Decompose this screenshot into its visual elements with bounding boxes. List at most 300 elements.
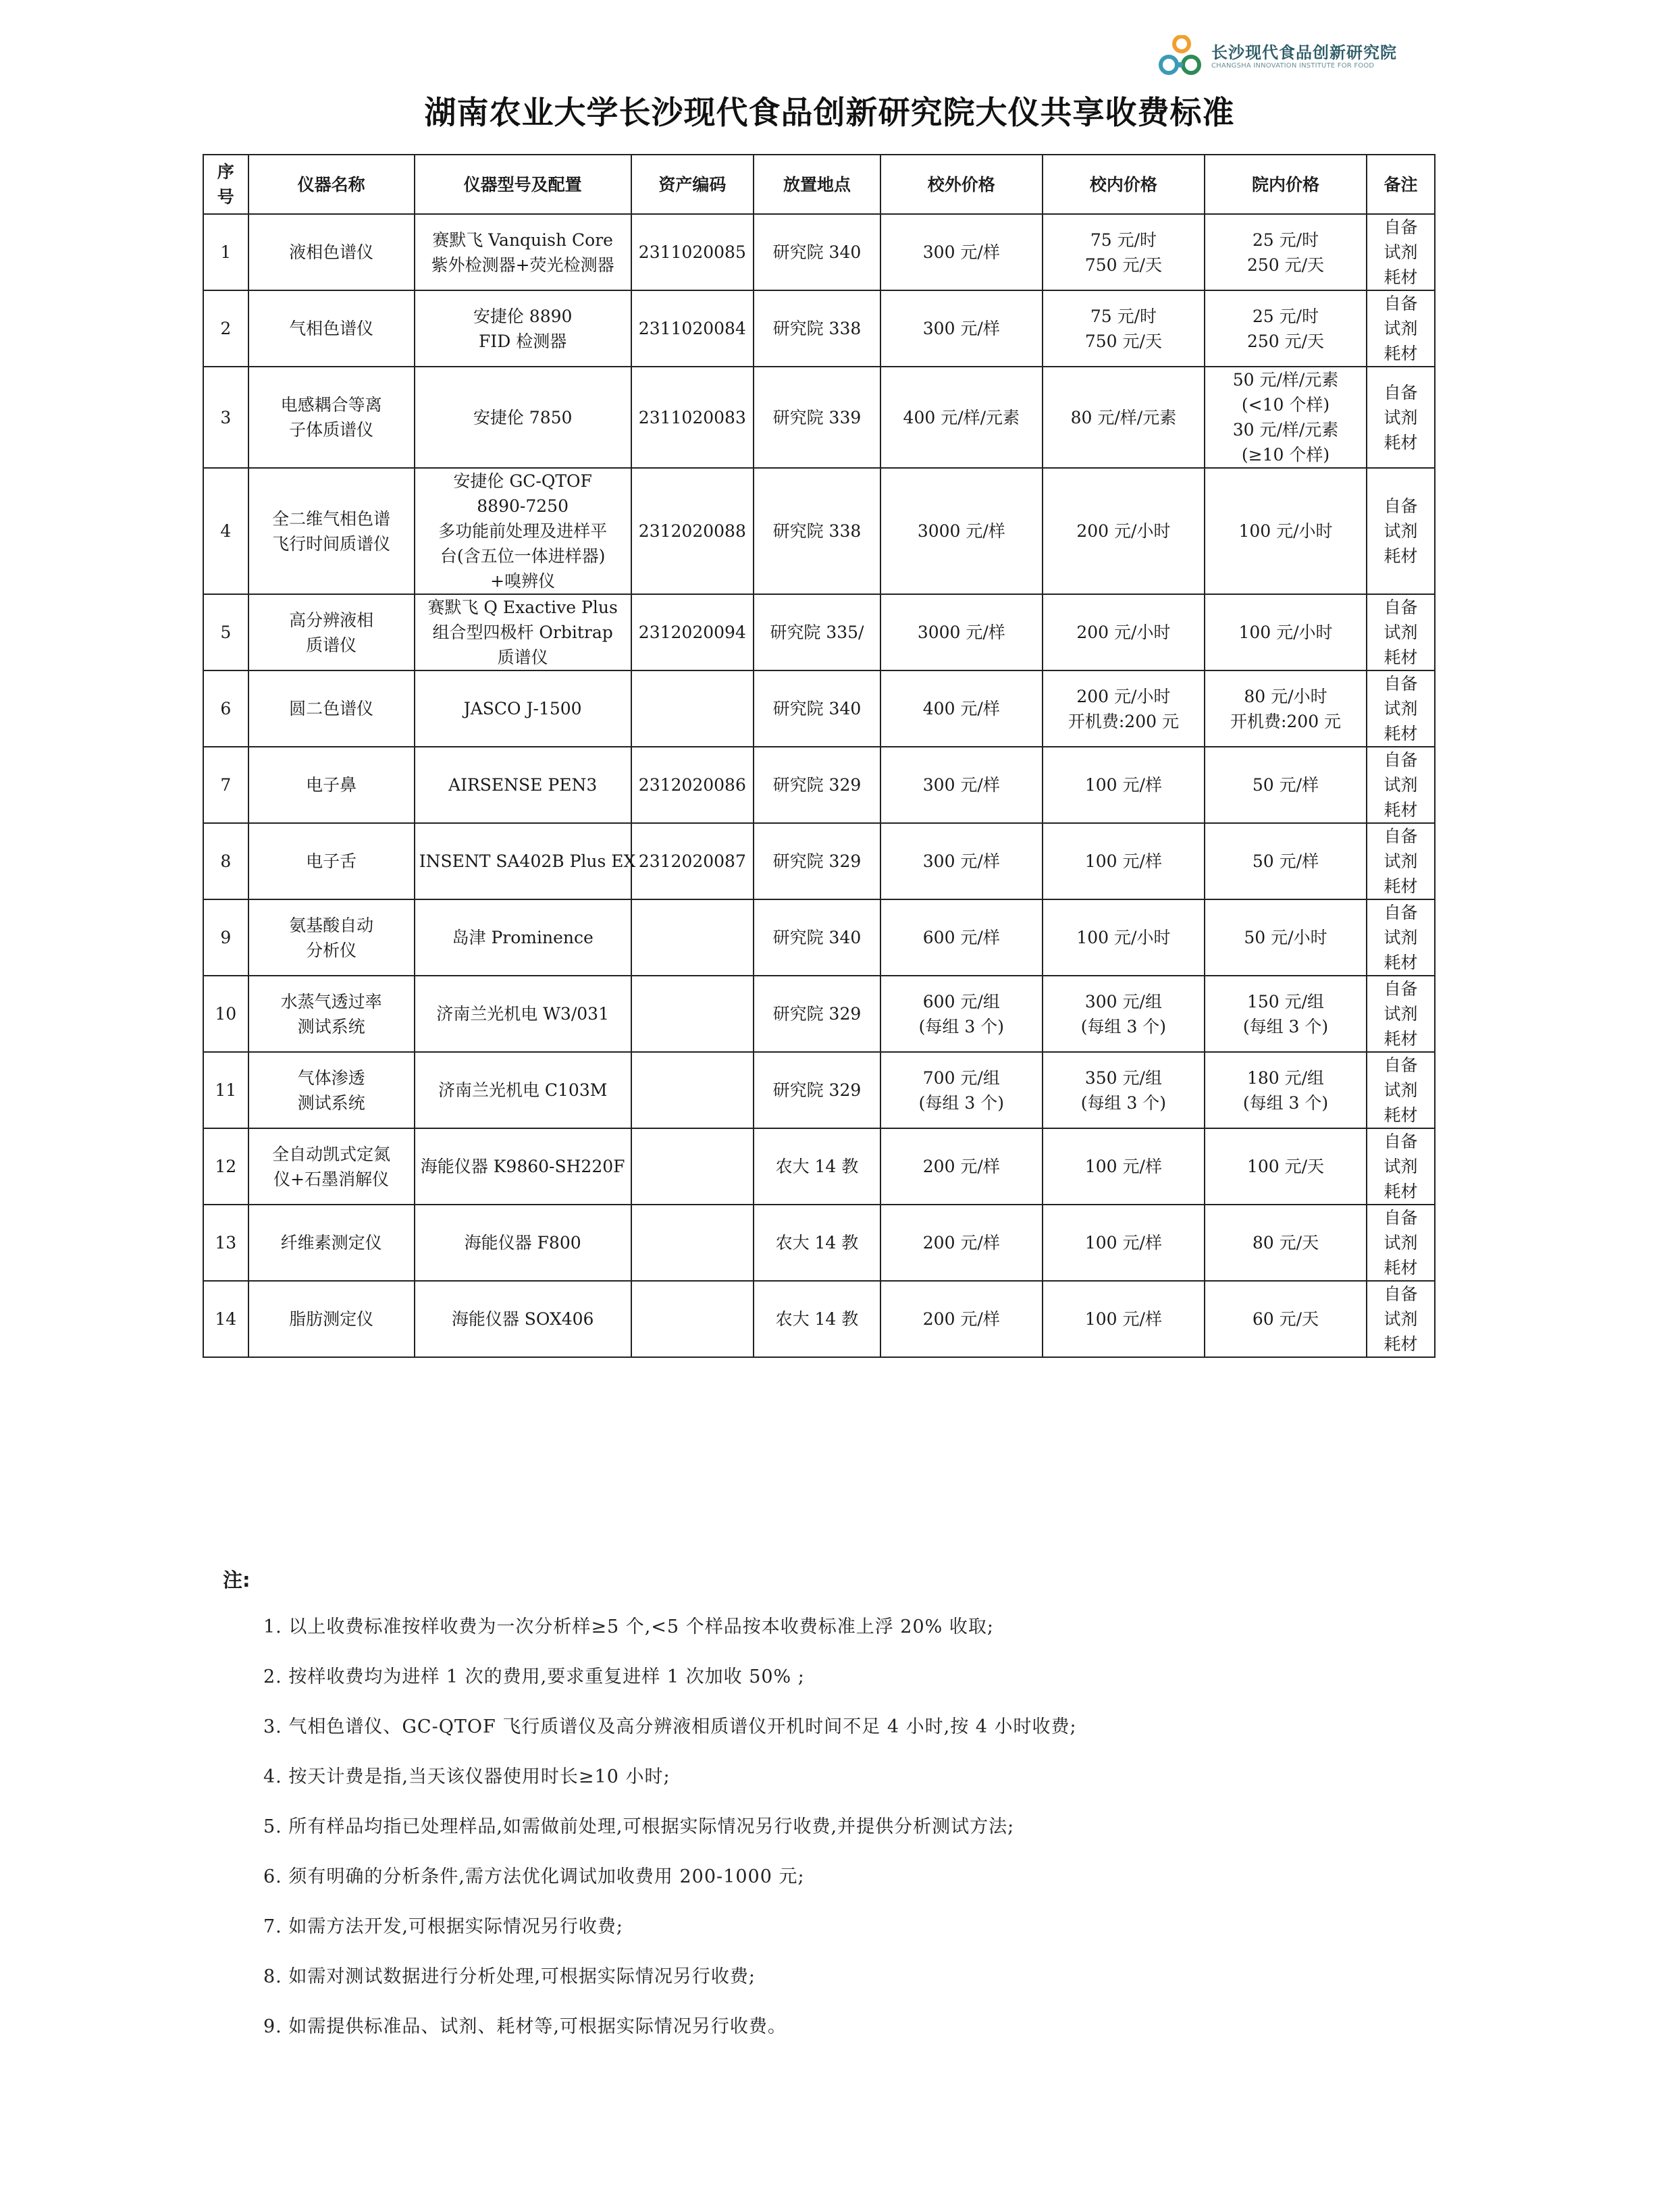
logo-name-cn: 长沙现代食品创新研究院 <box>1211 43 1397 62</box>
cell-remark-line: 试剂 <box>1384 521 1418 541</box>
cell-instrument-name-line: 圆二色谱仪 <box>289 699 374 718</box>
table-row <box>203 1052 1435 1128</box>
header-model-config-line: 仪器型号及配置 <box>463 174 582 194</box>
header-internal-price-line: 校内价格 <box>1089 174 1157 194</box>
cell-internal-price <box>1043 670 1205 747</box>
cell-internal-price-line: 75 元/时 <box>1090 230 1157 250</box>
cell-institute-price-line: (每组 3 个) <box>1242 1092 1329 1113</box>
header-external-price <box>880 155 1043 214</box>
cell-model-config <box>415 823 636 899</box>
cell-remark <box>1367 1128 1435 1205</box>
cell-institute-price-line: 100 元/天 <box>1246 1157 1325 1176</box>
cell-external-price-line: (每组 3 个) <box>918 1092 1004 1113</box>
note-item: 9. 如需提供标准品、试剂、耗材等,可根据实际情况另行收费。 <box>263 2016 787 2037</box>
cell-external-price <box>880 1281 1043 1357</box>
cell-location: 研究院 329 <box>754 747 880 823</box>
cell-model-config-line: 赛默飞 Vanquish Core <box>432 230 613 250</box>
notes-title: 注: <box>223 1569 251 1591</box>
cell-remark-line: 自备 <box>1384 1284 1418 1304</box>
cell-no: 5 <box>203 594 248 670</box>
cell-model-config-line: 组合型四极杆 Orbitrap <box>432 623 613 642</box>
table-row <box>203 594 1435 670</box>
cell-internal-price-line: 100 元/样 <box>1084 851 1162 871</box>
note-item: 5. 所有样品均指已处理样品,如需做前处理,可根据实际情况另行收费,并提供分析测试方法; <box>263 1816 1015 1837</box>
cell-model-config <box>415 1052 631 1128</box>
cell-external-price <box>880 976 1043 1052</box>
cell-remark-line: 试剂 <box>1384 928 1418 947</box>
cell-institute-price <box>1205 594 1367 670</box>
cell-asset-code <box>631 670 754 747</box>
cell-remark-line: 试剂 <box>1384 699 1418 718</box>
cell-model-config-line: INSENT SA402B Plus EX <box>419 851 636 871</box>
cell-internal-price-line: 75 元/时 <box>1090 306 1157 326</box>
cell-location: 农大 14 教 <box>754 1128 880 1205</box>
cell-instrument-name-line: 液相色谱仪 <box>289 242 374 262</box>
cell-remark-line: 耗材 <box>1384 344 1418 363</box>
cell-internal-price-line: 200 元/小时 <box>1076 521 1171 541</box>
cell-external-price-line: 400 元/样 <box>922 699 1000 718</box>
cell-remark <box>1367 290 1435 367</box>
cell-internal-price-line: 750 元/天 <box>1084 255 1162 275</box>
cell-model-config-line: 岛津 Prominence <box>452 928 594 947</box>
table-row <box>203 976 1435 1052</box>
cell-model-config-line: 济南兰光机电 W3/031 <box>436 1004 609 1024</box>
table-row <box>203 1128 1435 1205</box>
table-header-row <box>203 155 1435 214</box>
cell-model-config-line: 台(含五位一体进样器) <box>440 546 606 566</box>
cell-remark <box>1367 468 1435 594</box>
cell-institute-price-line: 开机费:200 元 <box>1230 711 1342 731</box>
cell-external-price <box>880 899 1043 976</box>
cell-model-config-line: 海能仪器 SOX406 <box>451 1309 594 1329</box>
cell-model-config-line: 济南兰光机电 C103M <box>438 1080 608 1100</box>
cell-model-config-line: 海能仪器 F800 <box>464 1233 581 1253</box>
cell-internal-price-line: 100 元/样 <box>1084 775 1162 795</box>
cell-institute-price <box>1205 1281 1367 1357</box>
cell-remark <box>1367 670 1435 747</box>
cell-asset-code: 2312020086 <box>631 747 754 823</box>
cell-internal-price <box>1043 899 1205 976</box>
cell-remark-line: 试剂 <box>1384 1080 1418 1100</box>
header-instrument-name <box>248 155 415 214</box>
cell-internal-price <box>1043 367 1205 468</box>
cell-institute-price <box>1205 747 1367 823</box>
table-row <box>203 670 1435 747</box>
cell-remark-line: 耗材 <box>1384 1105 1418 1125</box>
cell-internal-price-line: 200 元/小时 <box>1076 623 1171 642</box>
cell-instrument-name-line: 气体渗透 <box>297 1068 365 1088</box>
cell-location: 研究院 338 <box>754 468 880 594</box>
cell-instrument-name-line: 纤维素测定仪 <box>280 1233 382 1253</box>
cell-remark-line: 耗材 <box>1384 648 1418 667</box>
cell-institute-price-line: 50 元/样 <box>1252 775 1319 795</box>
cell-external-price <box>880 1205 1043 1281</box>
cell-instrument-name <box>248 747 415 823</box>
cell-remark-line: 试剂 <box>1384 1233 1418 1253</box>
cell-location: 研究院 329 <box>754 976 880 1052</box>
cell-instrument-name-line: 测试系统 <box>297 1016 365 1036</box>
cell-external-price-line: 3000 元/样 <box>917 521 1005 541</box>
cell-model-config-line: +嗅辨仪 <box>490 571 556 591</box>
cell-institute-price <box>1205 823 1367 899</box>
note-item: 3. 气相色谱仪、GC-QTOF 飞行质谱仪及高分辨液相质谱仪开机时间不足 4 小时,按 4 小时收费; <box>263 1716 1077 1737</box>
cell-remark-line: 耗材 <box>1384 1258 1418 1278</box>
cell-remark-line: 耗材 <box>1384 724 1418 743</box>
cell-asset-code <box>631 1205 754 1281</box>
cell-instrument-name-line: 氨基酸自动 <box>289 915 374 935</box>
cell-remark <box>1367 594 1435 670</box>
cell-instrument-name-line: 电子舌 <box>306 851 357 871</box>
cell-location: 研究院 335/ <box>754 594 880 670</box>
cell-internal-price-line: 80 元/样/元素 <box>1070 407 1177 427</box>
cell-internal-price-line: (每组 3 个) <box>1080 1092 1167 1113</box>
cell-no: 8 <box>203 823 248 899</box>
logo-mark-icon <box>1156 35 1207 80</box>
cell-internal-price <box>1043 594 1205 670</box>
header-location <box>754 155 880 214</box>
cell-institute-price-line: 100 元/小时 <box>1238 623 1333 642</box>
cell-remark-line: 自备 <box>1384 496 1418 516</box>
cell-institute-price <box>1205 468 1367 594</box>
cell-asset-code <box>631 1052 754 1128</box>
header-model-config <box>415 155 631 214</box>
note-item: 6. 须有明确的分析条件,需方法优化调试加收费用 200-1000 元; <box>263 1866 805 1887</box>
cell-no: 7 <box>203 747 248 823</box>
cell-institute-price-line: (≥10 个样) <box>1241 445 1330 465</box>
cell-external-price <box>880 290 1043 367</box>
cell-no: 14 <box>203 1281 248 1357</box>
cell-model-config <box>415 747 631 823</box>
cell-model-config-line: 多功能前处理及进样平 <box>438 521 608 541</box>
cell-location: 农大 14 教 <box>754 1205 880 1281</box>
cell-remark <box>1367 1205 1435 1281</box>
cell-remark-line: 自备 <box>1384 1132 1418 1151</box>
cell-instrument-name <box>248 823 415 899</box>
cell-instrument-name-line: 全自动凯式定氮 <box>272 1144 391 1164</box>
cell-no: 13 <box>203 1205 248 1281</box>
page-title: 湖南农业大学长沙现代食品创新研究院大仪共享收费标准 <box>424 95 1235 132</box>
header-institute-price-line: 院内价格 <box>1251 174 1319 194</box>
cell-location: 研究院 329 <box>754 823 880 899</box>
cell-external-price-line: 400 元/样/元素 <box>903 407 1020 427</box>
cell-institute-price <box>1205 670 1367 747</box>
header-institute-price <box>1205 155 1367 214</box>
cell-remark-line: 试剂 <box>1384 1157 1418 1176</box>
cell-model-config <box>415 899 631 976</box>
cell-external-price <box>880 1052 1043 1128</box>
cell-asset-code: 2312020088 <box>631 468 754 594</box>
notes-list <box>223 1602 1411 2052</box>
table-row <box>203 214 1435 290</box>
logo-name-en: CHANGSHA INNOVATION INSTITUTE FOR FOOD <box>1211 62 1375 70</box>
cell-no: 1 <box>203 214 248 290</box>
cell-external-price <box>880 367 1043 468</box>
cell-institute-price-line: 60 元/天 <box>1252 1309 1319 1329</box>
cell-internal-price <box>1043 290 1205 367</box>
cell-model-config <box>415 214 631 290</box>
cell-institute-price-line: 50 元/小时 <box>1244 928 1327 947</box>
cell-model-config-line: 安捷伦 7850 <box>473 407 573 427</box>
cell-instrument-name <box>248 1052 415 1128</box>
notes-section <box>223 1565 1411 2052</box>
cell-internal-price <box>1043 1128 1205 1205</box>
cell-location: 研究院 338 <box>754 290 880 367</box>
cell-remark-line: 耗材 <box>1384 546 1418 566</box>
header-internal-price <box>1043 155 1205 214</box>
table-row <box>203 823 1435 899</box>
cell-instrument-name <box>248 976 415 1052</box>
cell-institute-price-line: (<10 个样) <box>1241 395 1330 415</box>
cell-no: 3 <box>203 367 248 468</box>
cell-internal-price-line: 100 元/小时 <box>1076 928 1171 947</box>
header-no-line: 序 <box>217 162 234 182</box>
cell-external-price <box>880 747 1043 823</box>
cell-no: 9 <box>203 899 248 976</box>
cell-instrument-name <box>248 1281 415 1357</box>
cell-asset-code <box>631 1128 754 1205</box>
cell-instrument-name-line: 全二维气相色谱 <box>272 508 391 529</box>
cell-remark-line: 耗材 <box>1384 1029 1418 1049</box>
cell-remark <box>1367 899 1435 976</box>
cell-model-config-line: JASCO J-1500 <box>463 699 582 718</box>
cell-instrument-name <box>248 468 415 594</box>
cell-remark-line: 耗材 <box>1384 876 1418 896</box>
table-row <box>203 747 1435 823</box>
cell-no: 6 <box>203 670 248 747</box>
header-external-price-line: 校外价格 <box>927 174 995 194</box>
cell-external-price <box>880 1128 1043 1205</box>
cell-external-price-line: (每组 3 个) <box>918 1016 1004 1036</box>
cell-institute-price-line: 180 元/组 <box>1246 1068 1325 1088</box>
cell-instrument-name-line: 电子鼻 <box>306 775 357 795</box>
cell-internal-price-line: 开机费:200 元 <box>1068 711 1179 731</box>
cell-external-price-line: 200 元/样 <box>922 1233 1000 1253</box>
header-remark-line: 备注 <box>1384 174 1418 194</box>
cell-instrument-name-line: 高分辨液相 <box>289 610 374 630</box>
cell-model-config <box>415 976 631 1052</box>
cell-remark <box>1367 747 1435 823</box>
cell-instrument-name-line: 测试系统 <box>297 1092 365 1113</box>
cell-location: 研究院 340 <box>754 899 880 976</box>
cell-remark-line: 耗材 <box>1384 1334 1418 1354</box>
cell-external-price-line: 200 元/样 <box>922 1309 1000 1329</box>
cell-external-price <box>880 670 1043 747</box>
cell-remark-line: 试剂 <box>1384 623 1418 642</box>
cell-model-config <box>415 1281 631 1357</box>
cell-location: 农大 14 教 <box>754 1281 880 1357</box>
institute-logo <box>1156 35 1399 80</box>
cell-instrument-name-line: 气相色谱仪 <box>289 319 374 338</box>
cell-model-config <box>415 367 631 468</box>
cell-location: 研究院 329 <box>754 1052 880 1128</box>
cell-external-price-line: 300 元/样 <box>922 775 1000 795</box>
cell-institute-price-line: 50 元/样/元素 <box>1232 370 1339 390</box>
cell-remark-line: 试剂 <box>1384 319 1418 338</box>
cell-external-price <box>880 594 1043 670</box>
cell-external-price-line: 600 元/样 <box>922 928 1000 947</box>
cell-instrument-name <box>248 1128 415 1205</box>
cell-external-price <box>880 823 1043 899</box>
cell-instrument-name <box>248 367 415 468</box>
cell-model-config <box>415 1128 631 1205</box>
cell-remark-line: 自备 <box>1384 217 1418 237</box>
cell-instrument-name-line: 电感耦合等离 <box>280 395 382 415</box>
cell-asset-code: 2312020087 <box>631 823 754 899</box>
cell-internal-price <box>1043 976 1205 1052</box>
cell-institute-price <box>1205 214 1367 290</box>
cell-external-price-line: 200 元/样 <box>922 1157 1000 1176</box>
cell-internal-price-line: 100 元/样 <box>1084 1233 1162 1253</box>
header-location-line: 放置地点 <box>783 174 851 194</box>
cell-institute-price-line: 25 元/时 <box>1252 306 1319 326</box>
note-item: 1. 以上收费标准按样收费为一次分析样≥5 个,<5 个样品按本收费标准上浮 20% 收取; <box>263 1616 994 1637</box>
cell-asset-code: 2311020084 <box>631 290 754 367</box>
cell-model-config-line: 8890-7250 <box>477 496 569 516</box>
cell-remark-line: 自备 <box>1384 903 1418 922</box>
cell-remark-line: 试剂 <box>1384 242 1418 262</box>
cell-instrument-name <box>248 899 415 976</box>
cell-remark-line: 试剂 <box>1384 775 1418 795</box>
cell-remark <box>1367 214 1435 290</box>
cell-instrument-name-line: 脂肪测定仪 <box>289 1309 374 1329</box>
cell-model-config <box>415 290 631 367</box>
cell-remark <box>1367 367 1435 468</box>
table-body <box>203 214 1435 1357</box>
header-instrument-name-line: 仪器名称 <box>297 174 365 194</box>
cell-model-config-line: 赛默飞 Q Exactive Plus <box>427 598 618 617</box>
cell-asset-code: 2312020094 <box>631 594 754 670</box>
cell-remark-line: 耗材 <box>1384 432 1418 452</box>
cell-internal-price-line: 300 元/组 <box>1084 991 1162 1011</box>
cell-remark-line: 试剂 <box>1384 407 1418 427</box>
cell-internal-price-line: 100 元/样 <box>1084 1157 1162 1176</box>
table-row <box>203 468 1435 594</box>
cell-instrument-name <box>248 670 415 747</box>
cell-internal-price-line: 100 元/样 <box>1084 1309 1162 1329</box>
header-remark <box>1367 155 1435 214</box>
cell-instrument-name-line: 子体质谱仪 <box>289 420 374 440</box>
cell-remark-line: 自备 <box>1384 1208 1418 1228</box>
cell-location: 研究院 339 <box>754 367 880 468</box>
cell-instrument-name <box>248 594 415 670</box>
cell-no: 10 <box>203 976 248 1052</box>
cell-institute-price-line: 250 元/天 <box>1246 255 1325 275</box>
cell-remark-line: 试剂 <box>1384 1004 1418 1024</box>
cell-remark-line: 耗材 <box>1384 1182 1418 1201</box>
cell-no: 4 <box>203 468 248 594</box>
cell-institute-price-line: 30 元/样/元素 <box>1232 420 1339 440</box>
cell-institute-price-line: 150 元/组 <box>1246 991 1325 1011</box>
cell-external-price-line: 700 元/组 <box>922 1068 1000 1088</box>
cell-instrument-name <box>248 290 415 367</box>
note-item: 8. 如需对测试数据进行分析处理,可根据实际情况另行收费; <box>263 1966 756 1987</box>
cell-remark-line: 自备 <box>1384 294 1418 313</box>
cell-instrument-name-line: 仪+石墨消解仪 <box>273 1169 390 1189</box>
cell-model-config <box>415 468 631 594</box>
cell-instrument-name <box>248 1205 415 1281</box>
cell-remark <box>1367 823 1435 899</box>
note-item: 4. 按天计费是指,当天该仪器使用时长≥10 小时; <box>263 1766 670 1787</box>
cell-model-config-line: 质谱仪 <box>497 648 548 667</box>
cell-remark <box>1367 1281 1435 1357</box>
cell-internal-price <box>1043 747 1205 823</box>
note-item: 7. 如需方法开发,可根据实际情况另行收费; <box>263 1916 624 1937</box>
cell-remark-line: 耗材 <box>1384 800 1418 820</box>
cell-model-config-line: 紫外检测器+荧光检测器 <box>431 255 614 275</box>
cell-internal-price <box>1043 823 1205 899</box>
cell-internal-price <box>1043 468 1205 594</box>
cell-remark-line: 自备 <box>1384 598 1418 617</box>
cell-institute-price-line: (每组 3 个) <box>1242 1016 1329 1036</box>
cell-institute-price-line: 25 元/时 <box>1252 230 1319 250</box>
cell-location: 研究院 340 <box>754 670 880 747</box>
cell-remark <box>1367 1052 1435 1128</box>
cell-institute-price <box>1205 976 1367 1052</box>
cell-asset-code: 2311020083 <box>631 367 754 468</box>
table-row <box>203 1281 1435 1357</box>
cell-external-price-line: 300 元/样 <box>922 851 1000 871</box>
cell-remark-line: 耗材 <box>1384 953 1418 972</box>
cell-remark-line: 自备 <box>1384 674 1418 693</box>
table-row <box>203 367 1435 468</box>
cell-remark-line: 自备 <box>1384 750 1418 770</box>
cell-external-price-line: 600 元/组 <box>922 991 1000 1011</box>
cell-internal-price-line: (每组 3 个) <box>1080 1016 1167 1036</box>
cell-external-price-line: 300 元/样 <box>922 242 1000 262</box>
cell-remark-line: 自备 <box>1384 826 1418 846</box>
cell-institute-price <box>1205 899 1367 976</box>
cell-model-config-line: FID 检测器 <box>479 331 567 351</box>
cell-institute-price-line: 250 元/天 <box>1246 331 1325 351</box>
cell-no: 11 <box>203 1052 248 1128</box>
cell-internal-price <box>1043 1205 1205 1281</box>
cell-asset-code <box>631 976 754 1052</box>
cell-internal-price-line: 350 元/组 <box>1084 1068 1162 1088</box>
cell-remark-line: 试剂 <box>1384 1309 1418 1329</box>
header-no-line: 号 <box>217 187 234 207</box>
cell-external-price-line: 3000 元/样 <box>917 623 1005 642</box>
header-asset-code-line: 资产编码 <box>658 174 727 194</box>
cell-institute-price <box>1205 290 1367 367</box>
cell-model-config <box>415 670 631 747</box>
cell-institute-price <box>1205 1052 1367 1128</box>
cell-remark-line: 自备 <box>1384 1055 1418 1075</box>
cell-model-config-line: 安捷伦 8890 <box>473 306 573 326</box>
cell-no: 12 <box>203 1128 248 1205</box>
cell-model-config <box>415 594 631 670</box>
header-no <box>203 155 248 214</box>
cell-institute-price <box>1205 1128 1367 1205</box>
cell-external-price-line: 300 元/样 <box>922 319 1000 338</box>
cell-remark-line: 自备 <box>1384 979 1418 999</box>
table-row <box>203 1205 1435 1281</box>
fee-table <box>203 154 1436 1358</box>
cell-model-config-line: 安捷伦 GC-QTOF <box>453 471 592 491</box>
cell-instrument-name-line: 飞行时间质谱仪 <box>272 533 391 554</box>
cell-model-config <box>415 1205 631 1281</box>
cell-remark-line: 耗材 <box>1384 267 1418 287</box>
cell-institute-price <box>1205 1205 1367 1281</box>
note-item: 2. 按样收费均为进样 1 次的费用,要求重复进样 1 次加收 50% ; <box>263 1666 805 1687</box>
cell-institute-price-line: 80 元/天 <box>1252 1233 1319 1253</box>
cell-instrument-name <box>248 214 415 290</box>
cell-asset-code: 2311020085 <box>631 214 754 290</box>
cell-model-config-line: 海能仪器 K9860-SH220F <box>420 1157 625 1176</box>
cell-internal-price <box>1043 1052 1205 1128</box>
cell-institute-price <box>1205 367 1367 468</box>
table-row <box>203 899 1435 976</box>
cell-instrument-name-line: 质谱仪 <box>306 635 357 655</box>
